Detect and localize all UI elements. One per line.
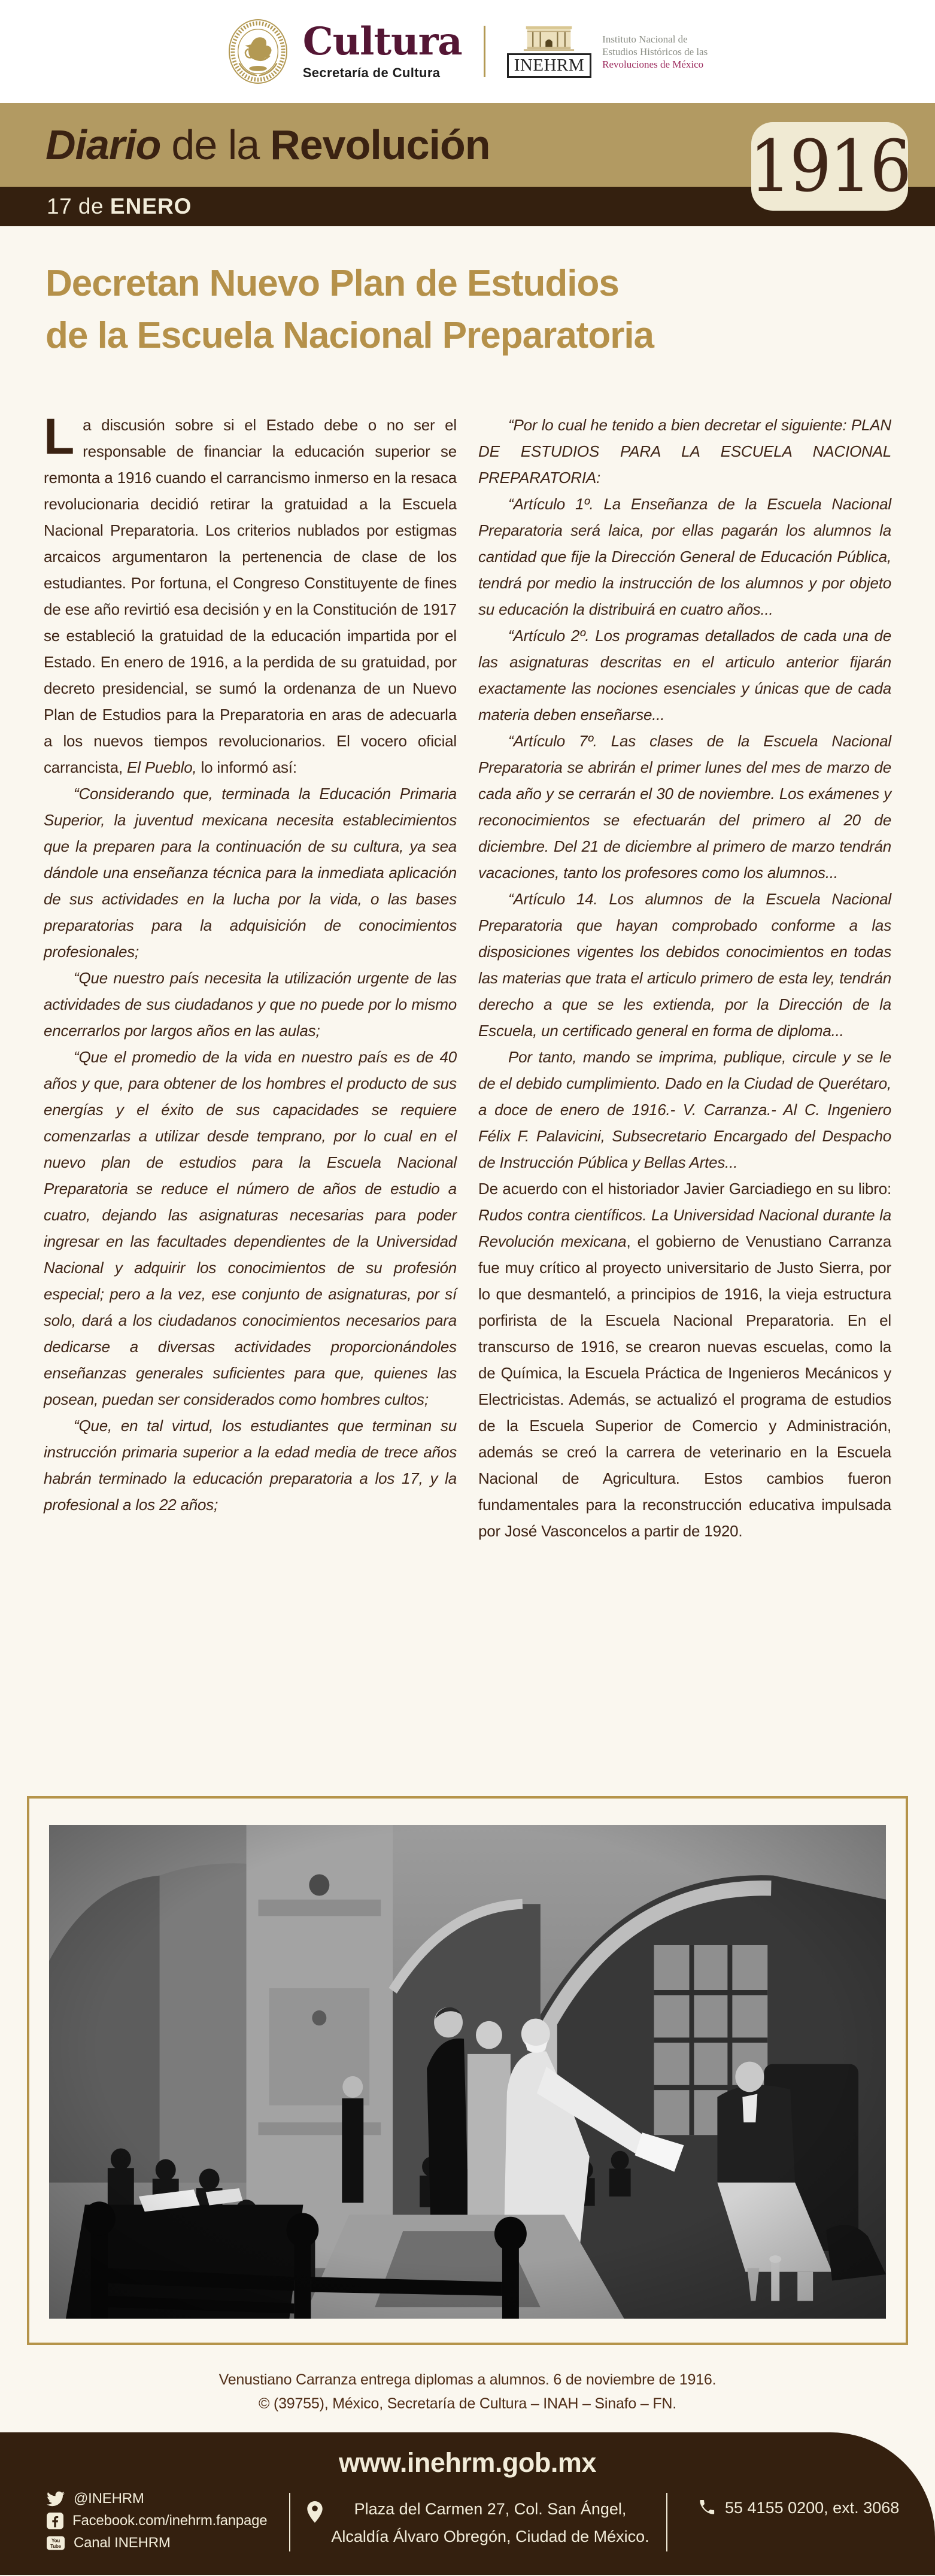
date-month: ENERO	[110, 194, 192, 218]
facebook-icon	[47, 2513, 63, 2529]
footer-address	[290, 2490, 666, 2550]
historic-photo	[49, 1825, 886, 2319]
year-badge: 1916	[751, 122, 908, 211]
twitter-handle: @INEHRM	[74, 2490, 144, 2507]
article-quote: “Considerando que, terminada la Educación Primaria Superior, la juventud mexicana necesita establecimientos que la preparen para la continuación de su cultura, ya sea dándole una enseñanza técnica para la inmediata aplicación de sus actividades en la lucha por la vida, o las bases preparatorias para la adquisición de conocimientos profesionales;	[44, 785, 457, 961]
article-title-line2: de la Escuela Nacional Preparatoria	[45, 315, 654, 356]
address-line1: Plaza del Carmen 27, Col. San Ángel,	[354, 2500, 627, 2518]
photo-frame	[27, 1796, 908, 2345]
column-right	[478, 412, 891, 1777]
article-quote: “Por lo cual he tenido a bien decretar el siguiente: PLAN DE ESTUDIOS PARA LA ESCUELA NACIONAL PREPARATORIA:	[478, 416, 891, 487]
footer-url-link[interactable]: www.inehrm.gob.mx	[339, 2447, 596, 2478]
phone-icon	[699, 2499, 715, 2516]
mexico-seal-icon	[227, 19, 289, 84]
column-left	[44, 412, 457, 1777]
cultura-wordmark: Cultura	[302, 19, 462, 64]
article-title	[0, 226, 935, 412]
cultura-brand[interactable]	[302, 19, 462, 81]
article-quote: “Que nuestro país necesita la utilización urgente de las actividades de sus ciudadanos y que no puede por lo mismo encerrarlos por largos años en las aulas;	[44, 969, 457, 1040]
location-pin-icon	[307, 2501, 323, 2523]
footer-phone[interactable]	[667, 2490, 935, 2517]
address-line2: Alcaldía Álvaro Obregón, Ciudad de México.	[331, 2528, 649, 2545]
institute-line2: Estudios Históricos de las	[602, 45, 708, 57]
article-quote: “Que, en tal virtud, los estudiantes que terminan su instrucción primaria superior a la edad media de trece años habrán terminado la educación preparatoria a los 17, y la profesional a los 22 años;	[44, 1417, 457, 1514]
photo-caption-line2: © (39755), México, Secretaría de Cultura – INAH – Sinafo – FN.	[258, 2395, 676, 2412]
article-quote: “Artículo 14. Los alumnos de la Escuela Nacional Preparatoria que hayan comprobado conforme a las disposiciones vigentes los debidos conocimientos en todas las materias que trata el articulo primero de esta ley, tendrán derecho a que se les extienda, por la Dirección de la Escuela, un certificado general en forma de diploma...	[478, 890, 891, 1040]
footer-social	[47, 2490, 289, 2551]
youtube-label: Canal INEHRM	[74, 2535, 171, 2551]
article-quote: “Artículo 1º. La Enseñanza de la Escuela Nacional Preparatoria será laica, por ellas pagarán los alumnos la cantidad que fije la Dirección General de Educación Pública, tendrá por medio la instrucción de los alumnos y por objeto su educación la distribuirá en cuatro años...	[478, 495, 891, 618]
article-quote: “Artículo 2º. Los programas detallados de cada una de las asignaturas descritas en el articulo anterior fijarán exactamente las nociones esenciales y únicas que de cada materia deben enseñarse...	[478, 627, 891, 724]
cultura-logo-link[interactable]	[227, 19, 289, 84]
masthead-title-diario: Diario	[45, 121, 161, 168]
inehrm-acronym: INEHRM	[507, 53, 591, 78]
site-header	[0, 0, 935, 103]
twitter-icon	[47, 2491, 65, 2507]
institute-line3: Revoluciones de México	[602, 58, 704, 70]
article-paragraph-lead: La discusión sobre si el Estado debe o no ser el responsable de financiar la educación superior se remonta a 1916 cuando el carrancismo inmerso en la resaca revolucionaria decidió retirar la gratuidad a la Escuela Nacional Preparatoria. Los criterios nublados por estigmas arcaicos argumentaron la pertenencia de clase de los estudiantes. Por fortuna, el Congreso Constituyente de fines de ese año revirtió esa decisión y en la Constitución de 1917 se estableció la gratuidad de la educación impartida por el Estado. En enero de 1916, a la perdida de su gratuidad, por decreto presidencial, se sumó la ordenanza de un Nuevo Plan de Estudios para la Preparatoria en aras de adecuarla a los nuevos tiempos revolucionarios. El vocero oficial carrancista, El Pueblo, lo informó así:	[44, 412, 457, 776]
masthead-title-mid: de la	[171, 121, 260, 168]
facebook-label: Facebook.com/inehrm.fanpage	[72, 2513, 268, 2529]
article-columns	[0, 412, 935, 1777]
social-item-twitter[interactable]	[47, 2490, 289, 2507]
social-item-facebook[interactable]	[47, 2513, 289, 2529]
drop-cap: L	[44, 412, 75, 464]
inehrm-logo[interactable]	[507, 25, 708, 78]
svg-text:Tube: Tube	[50, 2544, 61, 2550]
date-prefix: 17 de	[47, 194, 104, 218]
site-footer	[0, 2432, 935, 2575]
article-quote: Por tanto, mando se imprima, publique, circule y se le de el debido cumplimiento. Dado en la Ciudad de Querétaro, a doce de enero de 1916.- V. Carranza.- Al C. Ingeniero Félix F. Palavicini, Subsecretario Encargado del Despacho de Instrucción Pública y Bellas Artes...	[478, 1048, 891, 1171]
cultura-subtitle: Secretaría de Cultura	[302, 65, 441, 80]
inehrm-building-icon	[520, 25, 578, 51]
article-quote: “Artículo 7º. Las clases de la Escuela Nacional Preparatoria se abrirán el primer lunes del mes de marzo de cada año y se cerrarán el 30 de noviembre. Los exámenes y reconocimientos se efectuarán del primero al 20 de diciembre. Del 21 de diciembre al primero de marzo tendrán vacaciones, tanto los profesores como los alumnos...	[478, 732, 891, 882]
institute-name	[602, 33, 708, 71]
social-item-youtube[interactable]	[47, 2535, 289, 2551]
logo-divider	[484, 26, 485, 77]
photo-caption	[0, 2368, 935, 2416]
article-quote: “Que el promedio de la vida en nuestro país es de 40 años y que, para obtener de los hombres el producto de sus energías y el éxito de sus capacidades se requiere comenzarlas a utilizar desde temprano, por lo cual en el nuevo plan de estudios para la Escuela Nacional Preparatoria se reduce el número de años de estudio a cuatro, dejando las asignaturas necesarias para poder ingresar en las facultades dependientes de la Universidad Nacional y adquirir los conocimientos de su profesión especial; pero a la vez, ese conjunto de asignaturas, por sí solo, dará a los ciudadanos conocimientos necesarios para dedicarse a diversas actividades proporcionándoles enseñanzas generales suficientes para que, quienes las posean, puedan ser considerados como hombres cultos;	[44, 1048, 457, 1408]
photo-caption-line1: Venustiano Carranza entrega diplomas a alumnos. 6 de noviembre de 1916.	[218, 2371, 717, 2388]
article-paragraph-closing: De acuerdo con el historiador Javier Garciadiego en su libro: Rudos contra científicos. La Universidad Nacional durante la Revolución mexicana, el gobierno de Venustiano Carranza fue muy crítico al proyecto universitario de Justo Sierra, por lo que desmanteló, a principios de 1916, la vieja estructura porfirista de la Escuela Nacional Preparatoria. En el transcurso de 1916, se crearon nuevas escuelas, como la de Química, la Escuela Práctica de Ingenieros Mecánicos y Electricistas. Además, se actualizó el programa de estudios de la Escuela Superior de Comercio y Administración, además se creó la carrera de veterinario en la Escuela Nacional de Agricultura. Estos cambios fueron fundamentales para la reconstrucción educativa impulsada por José Vasconcelos a partir de 1920.	[478, 1180, 892, 1540]
masthead-title-revolucion: Revolución	[270, 121, 490, 168]
institute-line1: Instituto Nacional de	[602, 33, 688, 45]
phone-number: 55 4155 0200, ext. 3068	[725, 2499, 900, 2517]
article-title-line1: Decretan Nuevo Plan de Estudios	[45, 263, 619, 304]
youtube-icon	[47, 2536, 65, 2550]
svg-text:You: You	[51, 2538, 60, 2544]
masthead	[0, 103, 935, 226]
